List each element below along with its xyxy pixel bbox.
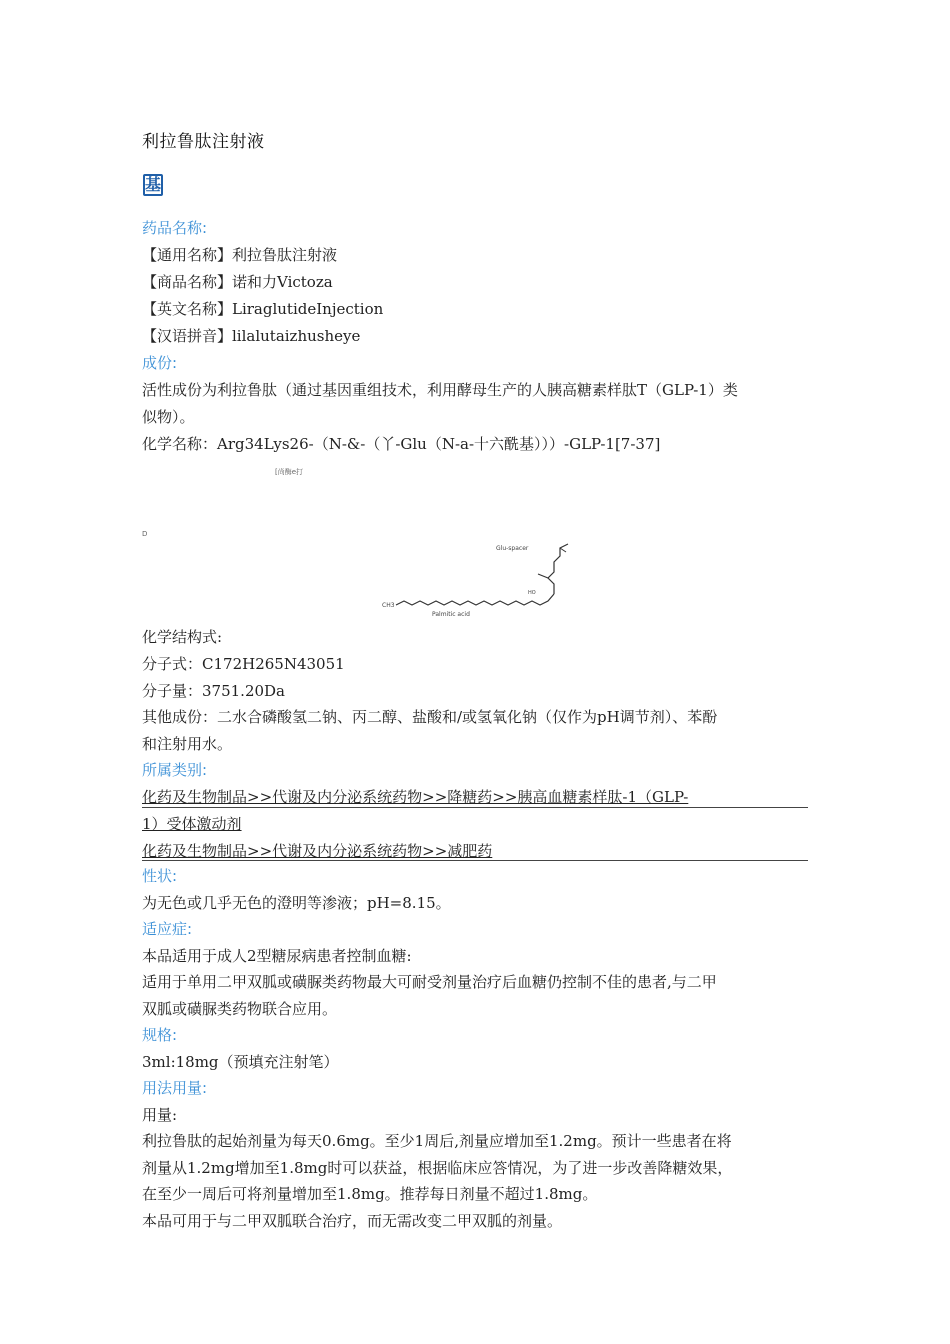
molecular-formula: 分子式：C172H265N43051 xyxy=(142,655,345,673)
other-ingredients-line-1: 其他成份：二水合磷酸氢二钠、丙二醇、盐酸和/或氢氧化钠（仅作为pH调节剂）、苯酚 xyxy=(142,708,718,726)
ho-label: HO xyxy=(528,590,536,596)
indication-line-1: 本品适用于成人2型糖尿病患者控制血糖: xyxy=(142,947,412,965)
category-heading: 所属类别: xyxy=(142,761,208,779)
molecular-weight: 分子量：3751.20Da xyxy=(142,682,285,700)
chemical-name: 化学名称：Arg34Lys26-（N-&-（丫-Glu（N-a-十六酰基）））-GLP-1[7-37] xyxy=(142,435,661,453)
indication-heading: 适应症: xyxy=(142,920,193,938)
glu-spacer-label: Glu-spacer xyxy=(496,545,529,552)
dose-line-4: 本品可用于与二甲双胍联合治疗，而无需改变二甲双胍的剂量。 xyxy=(142,1212,563,1230)
dose-heading: 用量: xyxy=(142,1106,178,1124)
page-title: 利拉鲁肽注射液 xyxy=(142,132,265,152)
pinyin-name: 【汉语拼音】lilalutaizhusheye xyxy=(142,327,361,345)
composition-line-1: 活性成份为利拉鲁肽（通过基因重组技术，利用酵母生产的人胰高糖素样肽T（GLP-1）类 xyxy=(142,381,738,399)
structure-formula-heading: 化学结构式: xyxy=(142,628,223,646)
dose-line-3: 在至少一周后可将剂量增加至1.8mg。推荐每日剂量不超过1.8mg。 xyxy=(142,1185,598,1203)
composition-heading: 成份: xyxy=(142,354,178,372)
trade-name: 【商品名称】诺和力Victoza xyxy=(142,273,333,291)
category-link-2[interactable]: 化药及生物制品>>代谢及内分泌系统药物>>减肥药 xyxy=(142,842,493,860)
properties-text: 为无色或几乎无色的澄明等渗液；pH=8.15。 xyxy=(142,894,451,912)
dose-line-2: 剂量从1.2mg增加至1.8mg时可以获益，根据临床应答情况，为了进一步改善降糖效果， xyxy=(142,1159,733,1177)
properties-heading: 性状: xyxy=(142,867,178,885)
english-name: 【英文名称】LiraglutideInjection xyxy=(142,300,384,318)
indication-line-2: 适用于单用二甲双胍或磺脲类药物最大可耐受剂量治疗后血糖仍控制不佳的患者,与二甲 xyxy=(142,973,717,991)
category-divider-2 xyxy=(142,860,808,861)
drug-info-icon: 基 xyxy=(145,175,162,194)
drug-name-heading: 药品名称: xyxy=(142,219,208,237)
chemical-structure-image xyxy=(378,538,578,618)
tiny-label-2: D xyxy=(142,530,148,538)
category-link-1[interactable]: 化药及生物制品>>代谢及内分泌系统药物>>降糖药>>胰高血糖素样肽-1（GLP- xyxy=(142,788,689,806)
generic-name: 【通用名称】利拉鲁肽注射液 xyxy=(142,246,338,264)
tiny-label-1: [尚酶e打 xyxy=(275,468,304,476)
indication-line-3: 双胍或磺脲类药物联合应用。 xyxy=(142,1000,338,1018)
spec-heading: 规格: xyxy=(142,1026,178,1044)
ch3-label: CH3 xyxy=(382,602,395,609)
other-ingredients-line-2: 和注射用水。 xyxy=(142,735,233,753)
composition-line-2: 似物）。 xyxy=(142,408,195,426)
usage-heading: 用法用量: xyxy=(142,1079,208,1097)
palmitic-acid-label: Palmitic acid xyxy=(432,611,470,618)
spec-text: 3ml:18mg（预填充注射笔） xyxy=(142,1053,339,1071)
dose-line-1: 利拉鲁肽的起始剂量为每天0.6mg。至少1周后,剂量应增加至1.2mg。预计一些患者在将 xyxy=(142,1132,732,1150)
category-link-1-continued[interactable]: 1）受体激动剂 xyxy=(142,815,242,833)
category-divider-1 xyxy=(142,807,808,808)
